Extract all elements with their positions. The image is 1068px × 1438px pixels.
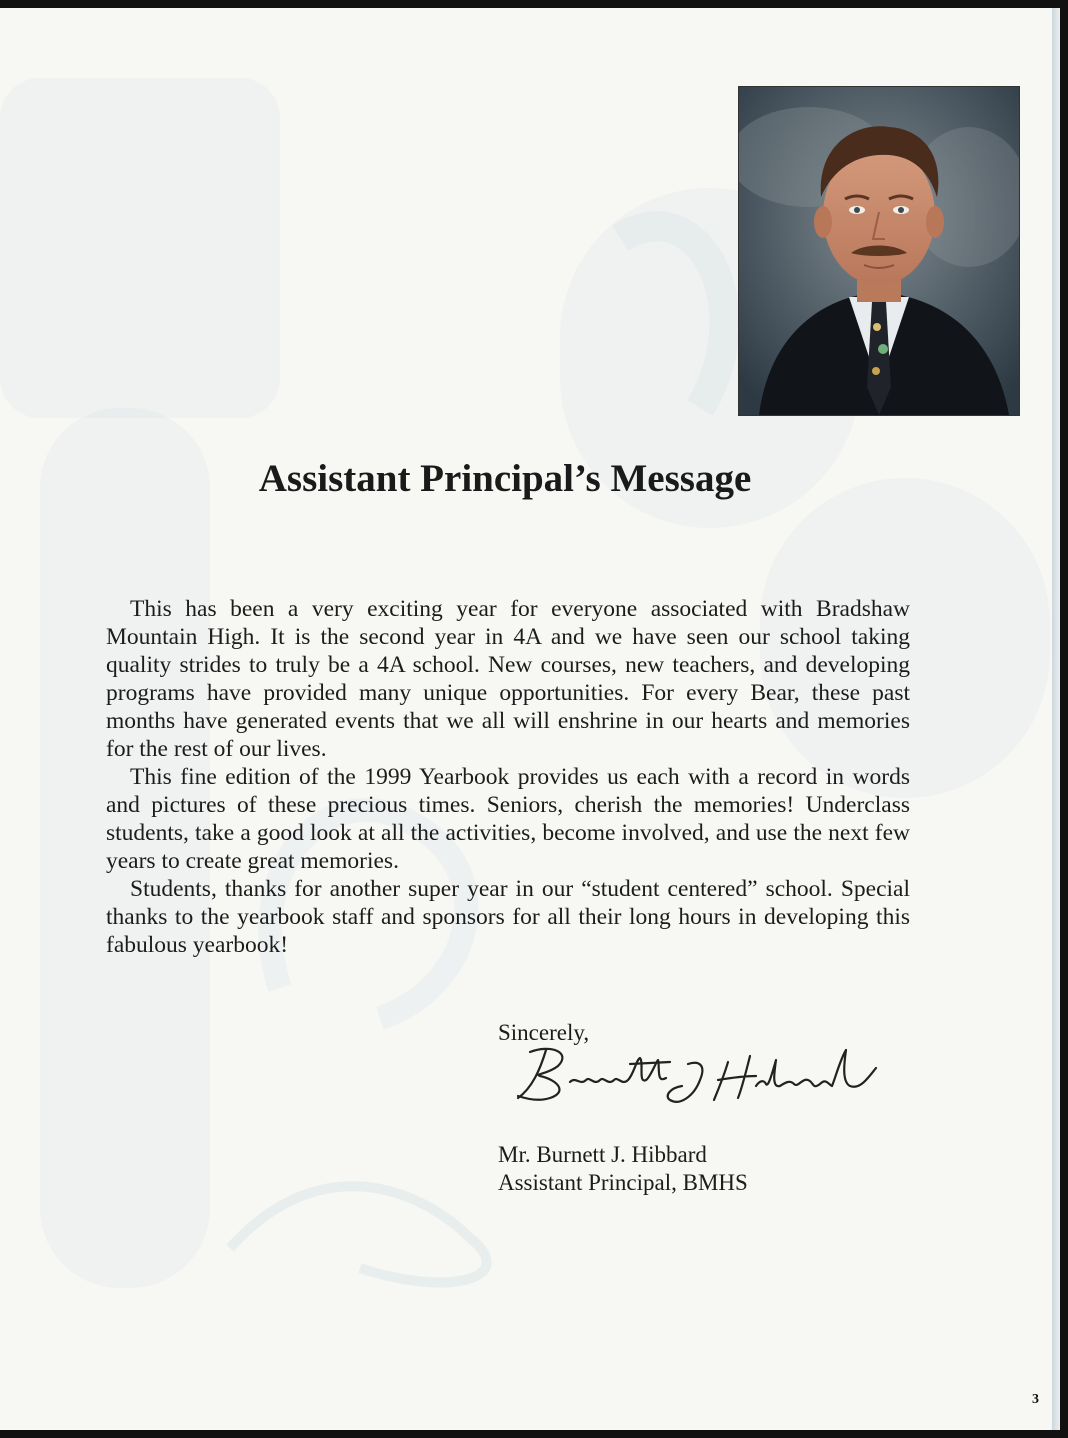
page-title: Assistant Principal’s Message [258,457,752,500]
scan-border [0,1430,1068,1438]
yearbook-page [0,8,1060,1430]
message-body [106,595,910,959]
message-paragraph: Students, thanks for another super year in our “student centered” school. Special thanks to the yearbook staff and sponsors for all their long hours in developing this fabulous yearbook! [106,876,910,958]
signer-role: Assistant Principal, BMHS [498,1170,748,1195]
message-paragraph: This has been a very exciting year for everyone associated with Bradshaw Mountain High. It is the second year in 4A and we have seen our school taking quality strides to truly be a 4A school. New courses, new teachers, and developing programs have provided many unique opportunities. For every Bear, these past months have generated events that we all will enshrine in our hearts and memories for the rest of our lives. [106,596,910,762]
signer-name: Mr. Burnett J. Hibbard [498,1142,707,1167]
handwritten-signature [510,1040,890,1112]
message-paragraph: This fine edition of the 1999 Yearbook provides us each with a record in words and pictures of these precious times. Seniors, cherish the memories! Underclass students, take a good look at all the activities, become involved, and use the next few years to create great memories. [106,764,910,874]
page-number: 3 [1032,1392,1039,1407]
closing-salutation: Sincerely, [498,1020,590,1045]
principal-portrait [738,86,1020,416]
signer-block [498,1141,748,1197]
page-edge [1052,8,1060,1430]
